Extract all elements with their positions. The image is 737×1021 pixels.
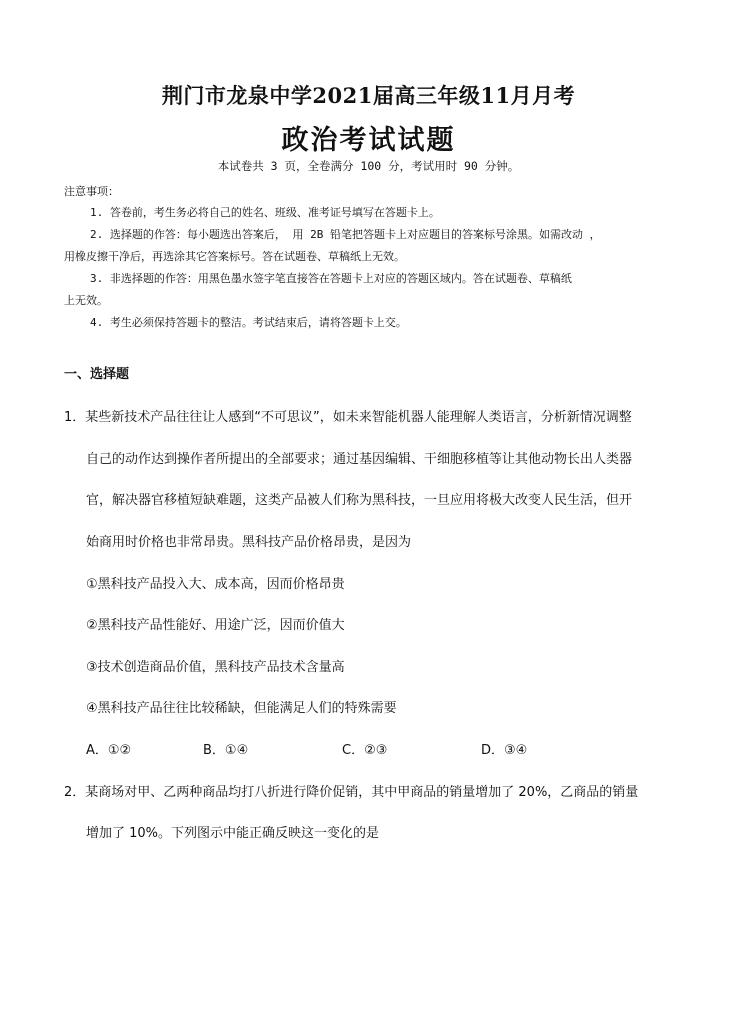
question-1-statement: ②黑科技产品性能好、用途广泛，因而价值大	[86, 618, 345, 633]
question-1-line: 始商用时价格也非常昂贵。黑科技产品价格昂贵，是因为	[86, 535, 412, 550]
note-line: 3. 非选择题的作答：用黑色墨水签字笔直接答在答题卡上对应的答题区域内。答在试题卷、草稿纸	[90, 272, 572, 285]
question-1-option-a: A．①②	[86, 743, 132, 758]
note-line: 1. 答卷前，考生务必将自己的姓名、班级、准考证号填写在答题卡上。	[90, 206, 440, 219]
notes-heading: 注意事项：	[64, 185, 119, 198]
subject-title: 政治考试试题	[281, 125, 456, 156]
note-line: 上无效。	[64, 294, 108, 307]
question-1-line: 自己的动作达到操作者所提出的全部要求；通过基因编辑、干细胞移植等让其他动物长出人类器	[86, 452, 633, 467]
question-1-option-b: B．①④	[203, 743, 249, 758]
question-1-line: 官，解决器官移植短缺难题，这类产品被人们称为黑科技，一旦应用将极大改变人民生活，但开	[86, 493, 633, 508]
question-2-line: 增加了 10%。下列图示中能正确反映这一变化的是	[86, 826, 380, 841]
question-1-statement: ④黑科技产品往往比较稀缺，但能满足人们的特殊需要	[86, 701, 397, 716]
question-1-statement: ③技术创造商品价值，黑科技产品技术含量高	[86, 660, 345, 675]
question-2-line: 2．某商场对甲、乙两种商品均打八折进行降价促销，其中甲商品的销量增加了 20%，乙商品的销量	[64, 785, 639, 800]
question-1-statement: ①黑科技产品投入大、成本高，因而价格昂贵	[86, 577, 345, 592]
question-1-line: 1．某些新技术产品往往让人感到“不可思议”，如未来智能机器人能理解人类语言，分析新情况调整	[64, 410, 632, 425]
question-1-option-d: D．③④	[481, 743, 528, 758]
note-line: 2. 选择题的作答：每小题选出答案后， 用 2B 铅笔把答题卡上对应题目的答案标号涂黑。如需改动 ，	[90, 228, 601, 241]
note-line: 4. 考生必须保持答题卡的整洁。考试结束后，请将答题卡上交。	[90, 316, 407, 329]
question-1-option-c: C．②③	[342, 743, 388, 758]
note-line: 用橡皮擦干净后，再选涂其它答案标号。答在试题卷、草稿纸上无效。	[64, 250, 405, 263]
exam-info: 本试卷共 3 页，全卷满分 100 分，考试用时 90 分钟。	[217, 159, 520, 173]
section-heading: 一、选择题	[64, 367, 130, 382]
school-exam-title: 荆门市龙泉中学2021届高三年级11月月考	[161, 83, 576, 108]
